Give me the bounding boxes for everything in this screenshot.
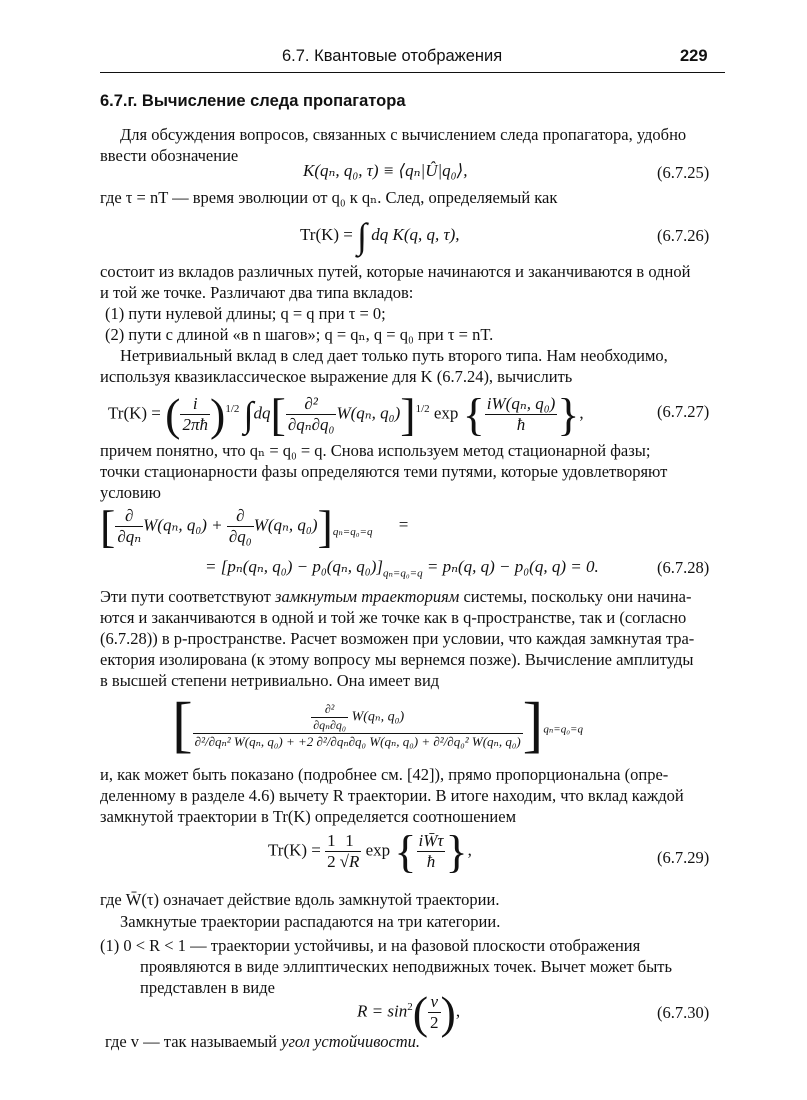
running-header-title: 6.7. Квантовые отображения [282,47,503,65]
text-line: Для обсуждения вопросов, связанных с вычислением следа пропагатора, удобно [120,125,687,144]
text-line: проявляются в виде эллиптических неподвижных точек. Вычет может быть [140,957,673,976]
amplitude-expression: [ $\frac{\text{∂²}}{\text{∂qₙ∂q₀}}$ W(qₙ, q₀) ∂²/∂qₙ² W(qₙ, q₀) + +2 ∂²/∂qₙ∂q₀ W(qₙ, q₀) + ∂²/∂q₀² W(qₙ, q₀) ]$_{q_n=q_0=q}$ [172,691,583,759]
eq-lhs: Tr(K) = [300,224,353,244]
integral-sign: ∫ [243,394,254,435]
text-line: где W̄(τ) означает действие вдоль замкнутой траектории. [100,890,500,909]
subsection-title: 6.7.г. Вычисление следа пропагатора [100,92,406,110]
equation-number: (6.7.28) [657,558,710,577]
text-line: (6.7.28)) в p-пространстве. Расчет возможен при условии, что каждая замкнутая тра- [100,629,695,648]
text-line: ввести обозначение [100,146,239,165]
list-item: (1) 0 < R < 1 — траектории устойчивы, и на фазовой плоскости отображения [100,936,641,955]
equation-6-7-26 [300,215,460,257]
fraction: $\frac{v}{2}$ [430,992,439,1032]
eq-lhs: Tr(K) = [108,403,161,423]
equation-6-7-25: K(qₙ, q₀, τ) ≡ ⟨qₙ|Û|q₀⟩, [303,161,468,180]
equation-6-7-29: Tr(K) = $\frac{1}{2}$ $\frac{1}{√R}$ exp { $\frac{iW̄\tau}{ħ}$ }, [268,826,472,877]
text-line: в высшей степени нетривиально. Она имеет вид [100,671,440,690]
equation-6-7-28-line2: = [pₙ(qₙ, q₀) − p₀(qₙ, $q_0)]_{q_n=q_0=q} = p_n(q$, q) − p₀(q, q) = 0. [205,557,599,580]
emphasis: замкнутым траекториям [275,587,460,606]
text-line: ются и заканчиваются в одной и той же точке как в q-пространстве, так и (согласно [100,608,687,627]
text-line: представлен в виде [140,978,275,997]
equation-6-7-28-line1: [ $\frac{\partial}{\text{∂qₙ}}$ W(qₙ, q₀) + $\frac{\partial}{\text{∂q₀}}$ W(qₙ, $q_0)]_{q_n=q_0=q}$ = [100,501,409,552]
text-line: Замкнутые траектории распадаются на три категории. [120,912,501,931]
list-item: (2) пути с длиной «в n шагов»; q = qₙ, q = q₀ при τ = nT. [105,325,494,344]
text-line: причем понятно, что qₙ = q₀ = q. Снова используем метод стационарной фазы; [100,441,651,460]
integral-sign: ∫ [357,216,368,256]
equation-number: (6.7.27) [657,402,710,421]
text-line: и, как может быть показано (подробнее см. [42]), прямо пропорциональна (опре- [100,765,669,784]
emphasis: угол устойчивости. [281,1032,421,1051]
text-line: Эти пути соответствуют замкнутым траекториям системы, поскольку они начина- [100,587,692,606]
text-line: деленному в разделе 4.6) вычету R траектории. В итоге находим, что вклад каждой [100,786,684,805]
list-item: (1) пути нулевой длины; q = q при τ = 0; [105,304,386,323]
text-line: состоит из вкладов различных путей, которые начинаются и заканчиваются в одной [100,262,691,281]
text-line: Нетривиальный вклад в след дает только путь второго типа. Нам необходимо, [120,346,668,365]
equation-number: (6.7.30) [657,1003,710,1022]
text-line: используя квазиклассическое выражение для K (6.7.24), вычислить [100,367,573,386]
fraction: $\frac{\partial}{\text{∂qₙ}}$ [117,506,142,546]
equation-number: (6.7.29) [657,848,710,867]
fraction: $\frac{\text{∂²}}{\text{∂qₙ∂q₀}}$ [287,394,335,434]
eq-integrand: dq K(q, q, τ), [371,224,460,244]
equation-number: (6.7.25) [657,163,710,182]
fraction: $\frac{\partial}{\text{∂q₀}}$ [228,506,252,546]
text-line: где τ = nT — время эволюции от q₀ к qₙ. След, определяемый как [100,188,558,207]
text-line: и той же точке. Различают два типа вкладов: [100,283,414,302]
fraction: $\frac{1}{√R}$ [339,831,360,871]
fraction: $\frac{i}{2\pi ħ}$ [182,394,208,434]
fraction: $\frac{1}{2}$ [327,831,336,871]
text-line: где v — так называемый угол устойчивости. [105,1032,421,1051]
header-rule [100,72,725,73]
text-line: ектория изолирована (к этому вопросу мы вернемся позже). Вычисление амплитуды [100,650,694,669]
equation-6-7-27: Tr(K) = ( $\frac{i}{2\pi ħ}$ )$^{1/2}$ ∫dq[ $\frac{\text{∂²}}{\text{∂qₙ∂q₀}}$ W(qₙ, q₀)]$^{1/2}$ exp { $\frac{\text{iW(qₙ, q₀)}}{ħ}$ }, [108,389,584,440]
fraction: $\frac{\text{∂²}}{\text{∂qₙ∂q₀}}$ W(qₙ, q₀) ∂²/∂qₙ² W(qₙ, q₀) + +2 ∂²/∂qₙ∂q₀ W(qₙ, q₀) + ∂²/∂q₀² W(qₙ, q₀) [194,701,521,749]
text-line: условию [100,483,162,502]
fraction: $\frac{\text{iW(qₙ, q₀)}}{ħ}$ [486,394,556,434]
equation-6-7-30: $R = \sin^2$( $\frac{v}{2}$ ), [357,987,461,1038]
equation-number: (6.7.26) [657,226,710,245]
fraction: $\frac{iW̄\tau}{ħ}$ [418,831,444,871]
text-line: точки стационарности фазы определяются теми путями, которые удовлетворяют [100,462,668,481]
text-line: замкнутой траектории в Tr(K) определяется соотношением [100,807,517,826]
page-number: 229 [680,47,708,65]
